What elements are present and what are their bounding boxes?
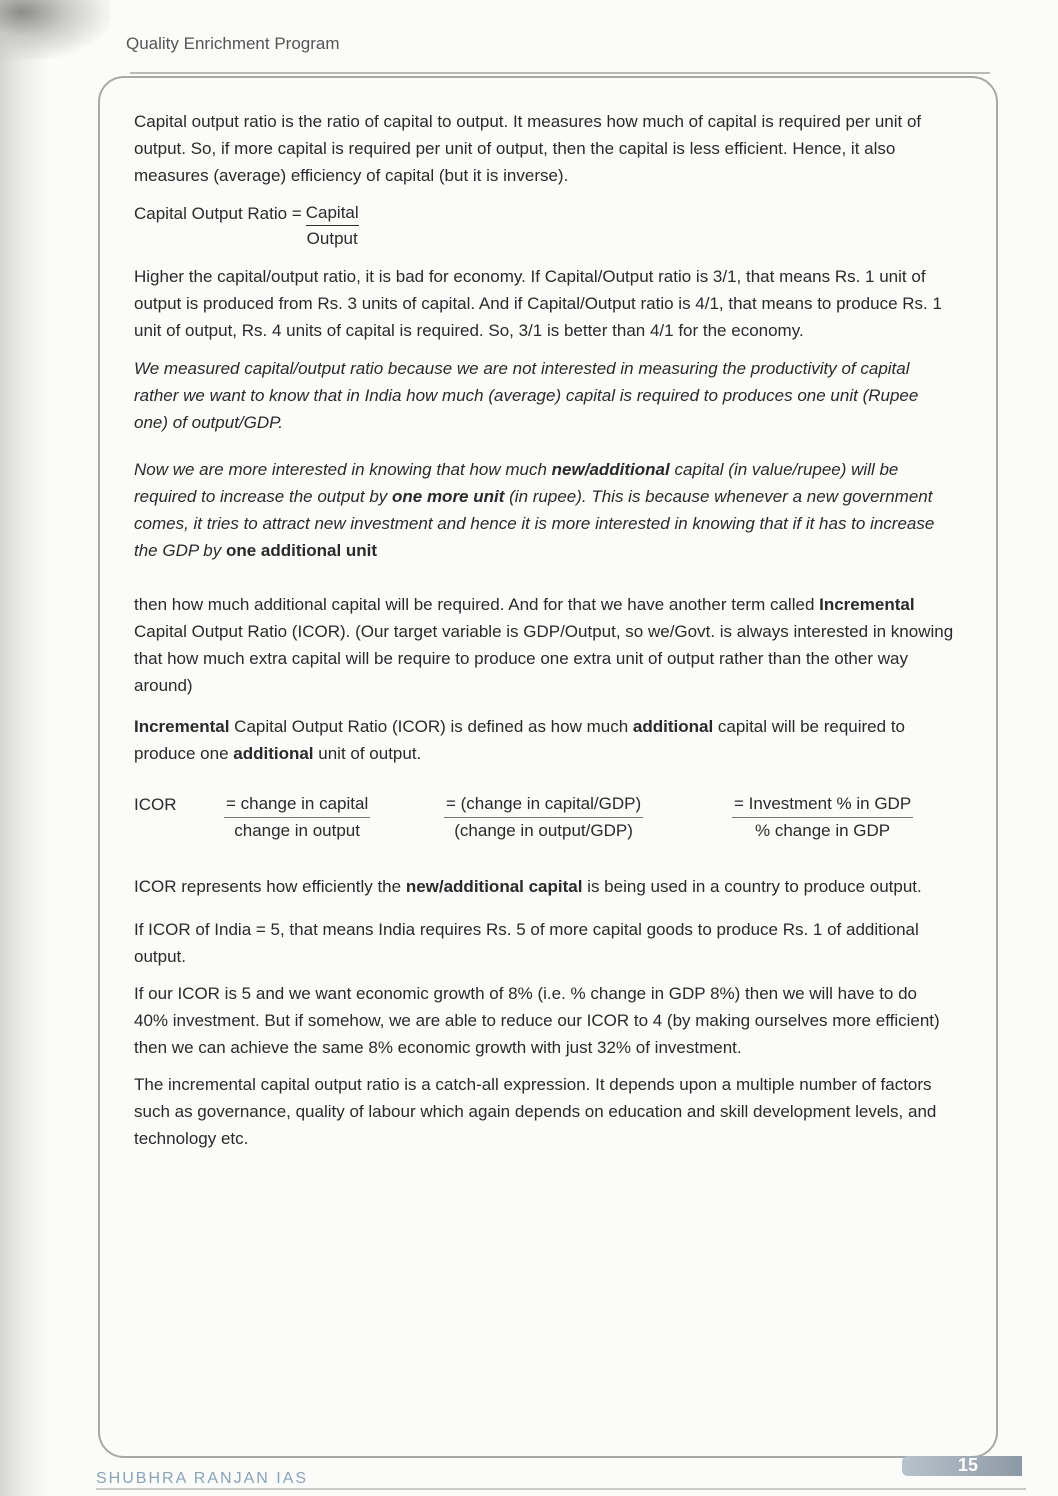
- paragraph-capital-output-definition: Capital output ratio is the ratio of capital to output. It measures how much of capital is required per unit of output. So, if more capital is required per unit of output, then the capital is less efficient. Hence, it also measures (average) efficiency of capital (but it is inverse).: [134, 112, 922, 185]
- formula-fraction: [306, 200, 359, 251]
- paragraph-higher-ratio: Higher the capital/output ratio, it is bad for economy. If Capital/Output ratio is 3/1, that means Rs. 1 unit of output is produced from Rs. 3 units of capital. And if Capital/Output ratio is 4/1, that means to produce Rs. 1 unit of output, Rs. 4 units of capital is required. So, 3/1 is better than 4/1 for the economy.: [134, 267, 942, 340]
- formula-label: Capital Output Ratio =: [134, 204, 302, 223]
- icor-label: ICOR: [134, 795, 177, 814]
- paragraph-icor-definition: Incremental Capital Output Ratio (ICOR) is defined as how much additional capital will be required to produce one additional unit of output.: [134, 717, 905, 763]
- page-content: [134, 108, 954, 1152]
- icor-fraction-2: = (change in capital/GDP) (change in output/GDP): [444, 791, 643, 844]
- paragraph-icor-india: If ICOR of India = 5, that means India requires Rs. 5 of more capital goods to produce Rs. 1 of additional output.: [134, 920, 919, 966]
- formula-numerator: Capital: [306, 200, 359, 226]
- paragraph-new-additional-capital: Now we are more interested in knowing that how much new/additional capital (in value/rupee) will be required to increase the output by one more unit (in rupee). This is because whenever a new government comes, it tries to attract new investment and hence it is more interested in knowing that if it has to increase the GDP by one additional unit: [134, 460, 935, 560]
- footer-divider: [96, 1488, 1026, 1490]
- paragraph-icor-factors: The incremental capital output ratio is a catch-all expression. It depends upon a multiple number of factors such as governance, quality of labour which again depends on education and skill development levels, and technology etc.: [134, 1075, 937, 1148]
- header-title: Quality Enrichment Program: [126, 34, 340, 53]
- icor-fraction-1: = change in capital change in output: [224, 791, 370, 844]
- icor-formula-row: [134, 791, 954, 851]
- formula-denominator: Output: [306, 229, 358, 248]
- capital-output-formula: [134, 200, 954, 251]
- footer-brand: SHUBHRA RANJAN IAS: [96, 1470, 309, 1487]
- scan-shadow: [0, 0, 48, 1496]
- paragraph-icor-intro: then how much additional capital will be required. And for that we have another term called Incremental Capital Output Ratio (ICOR). (Our target variable is GDP/Output, so we/Govt. is always interested in knowing that how much extra capital will be require to produce one extra unit of output rather than the other way around): [134, 595, 954, 695]
- scan-corner-shadow: [0, 0, 110, 60]
- paragraph-why-measured: We measured capital/output ratio because we are not interested in measuring the productivity of capital rather we want to know that in India how much (average) capital is required to produces one unit (Rupee one) of output/GDP.: [134, 359, 919, 432]
- header-divider: [130, 72, 990, 74]
- paragraph-icor-efficiency: ICOR represents how efficiently the new/additional capital is being used in a country to produce output.: [134, 877, 922, 896]
- page-number: 15: [958, 1455, 979, 1475]
- paragraph-icor-growth: If our ICOR is 5 and we want economic growth of 8% (i.e. % change in GDP 8%) then we will have to do 40% investment. But if somehow, we are able to reduce our ICOR to 4 (by making ourselves more efficient) then we can achieve the same 8% economic growth with just 32% of investment.: [134, 984, 940, 1057]
- icor-fraction-3: = Investment % in GDP % change in GDP: [732, 791, 913, 844]
